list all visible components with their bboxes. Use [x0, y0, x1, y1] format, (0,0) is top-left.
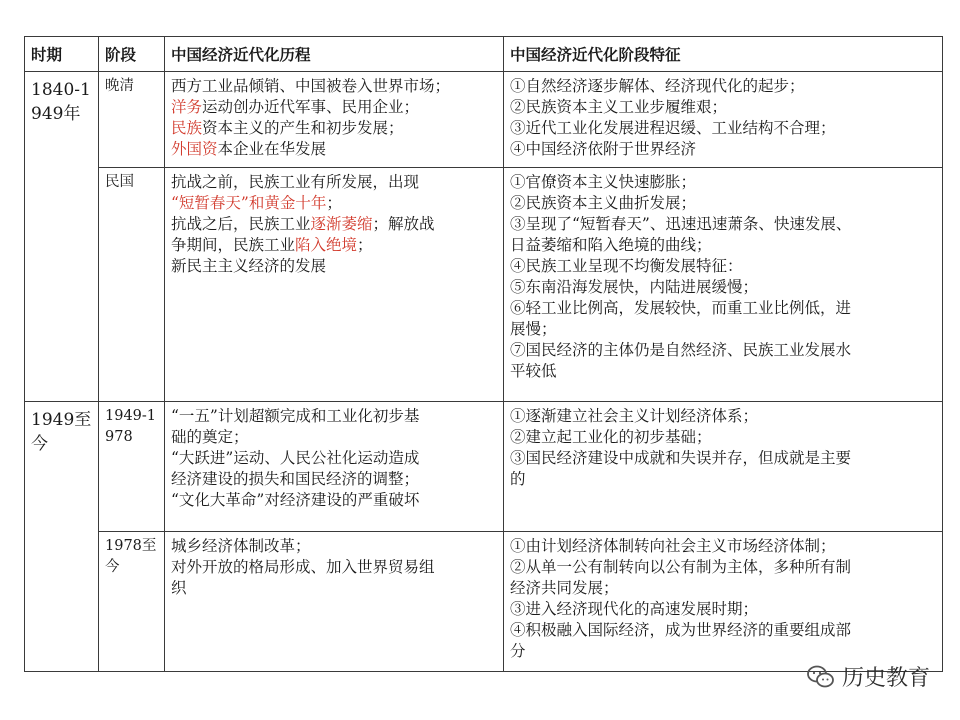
process-text: 经济建设的损失和国民经济的调整；: [171, 470, 420, 488]
feature-line: ④积极融入国际经济，成为世界经济的重要组成部: [510, 621, 852, 639]
features-cell: [504, 72, 943, 168]
process-line: [171, 406, 498, 427]
process-line: [171, 469, 498, 490]
process-text: 资本主义的产生和初步发展；: [202, 119, 404, 137]
process-line: [171, 235, 498, 256]
process-text: 抗战之前，民族工业有所发展，出现: [171, 173, 420, 191]
process-text: “大跃进”运动、人民公社化运动造成: [171, 449, 420, 467]
feature-line: ⑦国民经济的主体仍是自然经济、民族工业发展水: [510, 341, 852, 359]
stage-cell: 1949-1978: [99, 402, 165, 532]
feature-line: 展慢；: [510, 320, 557, 338]
process-line: [171, 557, 498, 578]
stage-cell: 晚清: [99, 72, 165, 168]
features-cell: [504, 532, 943, 672]
header-row: [25, 37, 943, 72]
process-line: [171, 97, 498, 118]
header-stage: 阶段: [99, 37, 165, 72]
wechat-icon: [806, 664, 836, 690]
process-text: “文化大革命”对经济建设的严重破坏: [171, 491, 420, 509]
process-line: [171, 536, 498, 557]
highlight-text: 外国资: [171, 140, 218, 158]
process-line: [171, 490, 498, 511]
highlight-text: “短暂春天”和黄金十年: [171, 194, 327, 212]
feature-line: ①官僚资本主义快速膨胀；: [510, 173, 697, 191]
feature-line: ①逐渐建立社会主义计划经济体系；: [510, 407, 759, 425]
highlight-text: 民族: [171, 119, 203, 137]
process-text: ；解放战: [372, 215, 435, 233]
header-features: 中国经济近代化阶段特征: [504, 37, 943, 72]
process-line: [171, 578, 498, 599]
period-cell: 1949至今: [25, 402, 99, 672]
process-text: ；: [326, 194, 342, 212]
process-text: 新民主主义经济的发展: [171, 257, 327, 275]
feature-line: ⑤东南沿海发展快，内陆进展缓慢；: [510, 278, 759, 296]
feature-line: ②民族资本主义工业步履维艰；: [510, 98, 728, 116]
process-text: 城乡经济体制改革；: [171, 537, 311, 555]
process-cell: [165, 532, 504, 672]
header-process: 中国经济近代化历程: [165, 37, 504, 72]
watermark: [806, 661, 930, 692]
process-text: 运动创办近代军事、民用企业；: [202, 98, 420, 116]
process-text: “一五”计划超额完成和工业化初步基: [171, 407, 420, 425]
table-row: [25, 532, 943, 672]
feature-line: ③进入经济现代化的高速发展时期；: [510, 600, 759, 618]
table-row: [25, 72, 943, 168]
process-text: 础的奠定；: [171, 428, 249, 446]
process-text: 西方工业品倾销、中国被卷入世界市场；: [171, 77, 451, 95]
highlight-text: 洋务: [171, 98, 203, 116]
feature-line: ③近代工业化发展进程迟缓、工业结构不合理；: [510, 119, 836, 137]
period-cell: 1840-1949年: [25, 72, 99, 402]
feature-line: 平较低: [510, 362, 557, 380]
process-text: 抗战之后，民族工业: [171, 215, 311, 233]
highlight-text: 陷入绝境: [295, 236, 358, 254]
process-text: ；: [357, 236, 373, 254]
feature-line: 经济共同发展；: [510, 579, 619, 597]
process-text: 争期间，民族工业: [171, 236, 296, 254]
process-line: [171, 448, 498, 469]
features-cell: [504, 402, 943, 532]
header-period: 时期: [25, 37, 99, 72]
feature-line: ②建立起工业化的初步基础；: [510, 428, 712, 446]
feature-line: ④中国经济依附于世界经济: [510, 140, 697, 158]
process-line: [171, 76, 498, 97]
process-text: 本企业在华发展: [217, 140, 327, 158]
feature-line: ③呈现了“短暂春天”、迅速迅速萧条、快速发展、: [510, 215, 852, 233]
feature-line: 日益萎缩和陷入绝境的曲线；: [510, 236, 712, 254]
features-cell: [504, 168, 943, 402]
feature-line: ③国民经济建设中成就和失误并存，但成就是主要: [510, 449, 852, 467]
process-cell: [165, 402, 504, 532]
feature-line: ②从单一公有制转向以公有制为主体，多种所有制: [510, 558, 852, 576]
process-text: 织: [171, 579, 187, 597]
feature-line: 的: [510, 470, 526, 488]
feature-line: ⑥轻工业比例高，发展较快，而重工业比例低，进: [510, 299, 852, 317]
table-row: [25, 168, 943, 402]
history-table: [24, 36, 943, 672]
process-cell: [165, 168, 504, 402]
process-line: [171, 139, 498, 160]
watermark-text: 历史教育: [841, 666, 930, 691]
process-line: [171, 172, 498, 193]
feature-line: ②民族资本主义曲折发展；: [510, 194, 697, 212]
process-line: [171, 214, 498, 235]
process-line: [171, 427, 498, 448]
table-row: [25, 402, 943, 532]
feature-line: ①自然经济逐步解体、经济现代化的起步；: [510, 77, 805, 95]
feature-line: ①由计划经济体制转向社会主义市场经济体制；: [510, 537, 836, 555]
process-line: [171, 256, 498, 277]
process-line: [171, 193, 498, 214]
feature-line: 分: [510, 642, 526, 660]
highlight-text: 逐渐萎缩: [310, 215, 373, 233]
stage-cell: 1978至今: [99, 532, 165, 672]
process-cell: [165, 72, 504, 168]
stage-cell: 民国: [99, 168, 165, 402]
process-text: 对外开放的格局形成、加入世界贸易组: [171, 558, 435, 576]
process-line: [171, 118, 498, 139]
feature-line: ④民族工业呈现不均衡发展特征：: [510, 257, 743, 275]
